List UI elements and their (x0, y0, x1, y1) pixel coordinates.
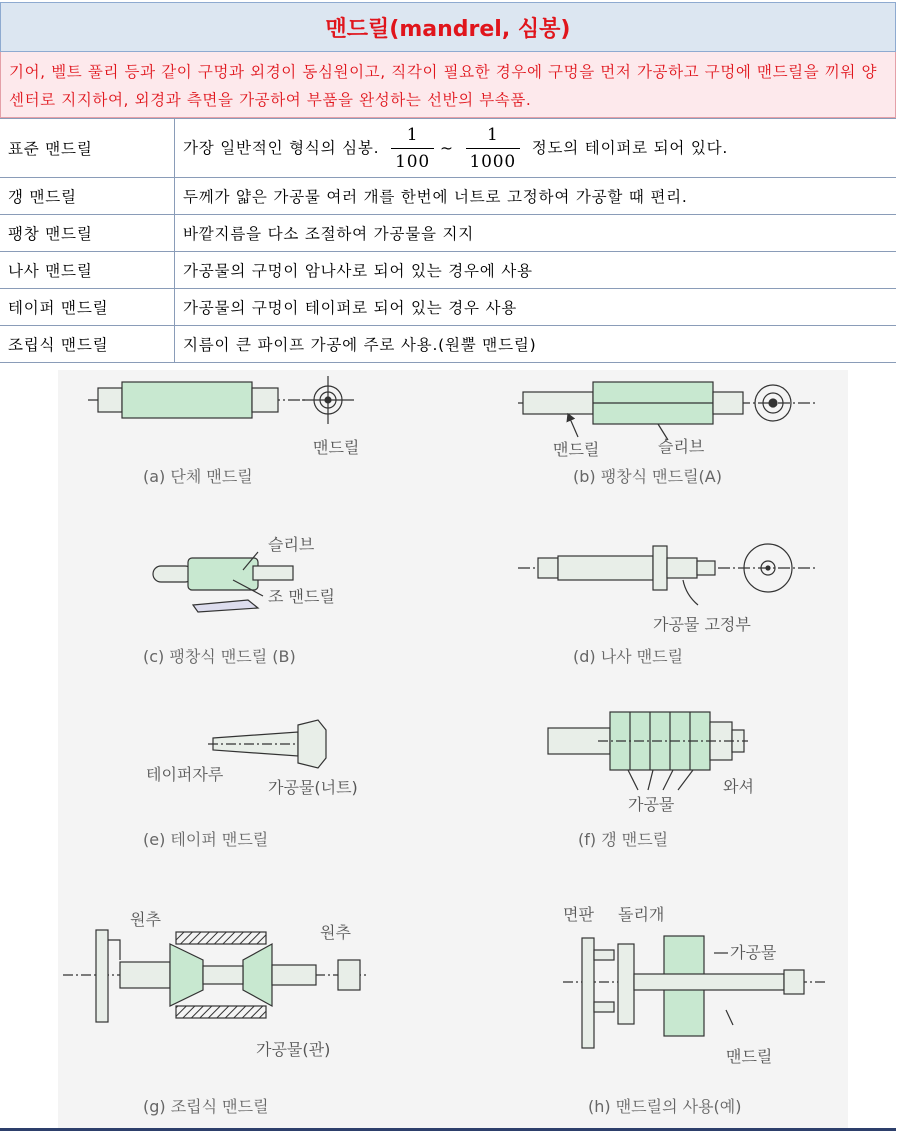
type-name: 나사 맨드릴 (0, 252, 175, 289)
type-name: 테이퍼 맨드릴 (0, 289, 175, 326)
label-c-jaw: 조 맨드릴 (268, 587, 335, 606)
fraction-1-1000 (466, 125, 520, 172)
type-desc: 두께가 얇은 가공물 여러 개를 한번에 너트로 고정하여 가공할 때 편리. (175, 178, 897, 215)
table-row (0, 178, 896, 215)
caption-e: (e) 테이퍼 맨드릴 (143, 830, 269, 849)
fraction-bar (466, 148, 520, 149)
type-desc: 가공물의 구멍이 테이퍼로 되어 있는 경우 사용 (175, 289, 897, 326)
fraction-1-100 (391, 125, 434, 172)
caption-g: (g) 조립식 맨드릴 (143, 1097, 269, 1116)
table-row (0, 252, 896, 289)
type-desc (175, 119, 897, 178)
table-row (0, 326, 896, 363)
table-row (0, 119, 896, 178)
bottom-rule (0, 1128, 896, 1131)
table-row (0, 289, 896, 326)
title-bar (0, 2, 896, 52)
label-e-shank: 테이퍼자루 (146, 765, 224, 784)
label-h-dog: 돌리개 (618, 905, 665, 924)
caption-b: (b) 팽창식 맨드릴(A) (573, 467, 722, 486)
label-b-mandrel: 맨드릴 (553, 440, 600, 459)
mandrel-figure (58, 370, 848, 1130)
caption-d: (d) 나사 맨드릴 (573, 647, 684, 666)
mandrel-types-table (0, 118, 896, 363)
type-name: 갱 맨드릴 (0, 178, 175, 215)
label-g-cone-right: 원추 (320, 923, 351, 942)
desc-text: 가장 일반적인 형식의 심봉. (183, 138, 380, 157)
fraction-denominator: 1000 (469, 151, 517, 172)
caption-h: (h) 맨드릴의 사용(예) (588, 1097, 742, 1116)
fraction-denominator: 100 (395, 151, 431, 172)
fraction-numerator: 1 (486, 124, 499, 145)
label-h-faceplate: 면판 (563, 905, 594, 924)
label-h-work: 가공물 (730, 943, 777, 962)
intro-text: 기어, 벨트 풀리 등과 같이 구멍과 외경이 동심원이고, 직각이 필요한 경우에 구멍을 먼저 가공하고 구멍에 맨드릴을 끼워 양 센터로 지지하여, 외경과 측면을 가공하여 부품을 완성하는 선반의 부속품. (0, 52, 896, 118)
label-f-work: 가공물 (628, 795, 675, 814)
type-desc: 바깥지름을 다소 조절하여 가공물을 지지 (175, 215, 897, 252)
type-desc: 지름이 큰 파이프 가공에 주로 사용.(원뿔 맨드릴) (175, 326, 897, 363)
label-h-mandrel: 맨드릴 (726, 1047, 773, 1066)
type-name: 조립식 맨드릴 (0, 326, 175, 363)
desc-text: 정도의 테이퍼로 되어 있다. (531, 138, 729, 157)
label-d-fixing: 가공물 고정부 (653, 615, 751, 634)
type-name: 표준 맨드릴 (0, 119, 175, 178)
caption-f: (f) 갱 맨드릴 (578, 830, 669, 849)
type-name: 팽창 맨드릴 (0, 215, 175, 252)
caption-c: (c) 팽창식 맨드릴 (B) (143, 647, 296, 666)
label-a-mandrel: 맨드릴 (313, 438, 360, 457)
label-c-sleeve: 슬리브 (268, 535, 315, 554)
caption-a: (a) 단체 맨드릴 (143, 467, 253, 486)
type-desc: 가공물의 구멍이 암나사로 되어 있는 경우에 사용 (175, 252, 897, 289)
label-g-work: 가공물(관) (256, 1040, 331, 1059)
label-f-washer: 와셔 (723, 777, 754, 796)
tilde: ~ (440, 138, 454, 157)
table-row (0, 215, 896, 252)
label-b-sleeve: 슬리브 (658, 437, 705, 456)
label-e-nut: 가공물(너트) (268, 778, 358, 797)
fraction-numerator: 1 (406, 124, 419, 145)
label-g-cone-left: 원추 (130, 910, 161, 929)
page-title: 맨드릴(mandrel, 심봉) (325, 16, 571, 42)
fraction-bar (391, 148, 434, 149)
